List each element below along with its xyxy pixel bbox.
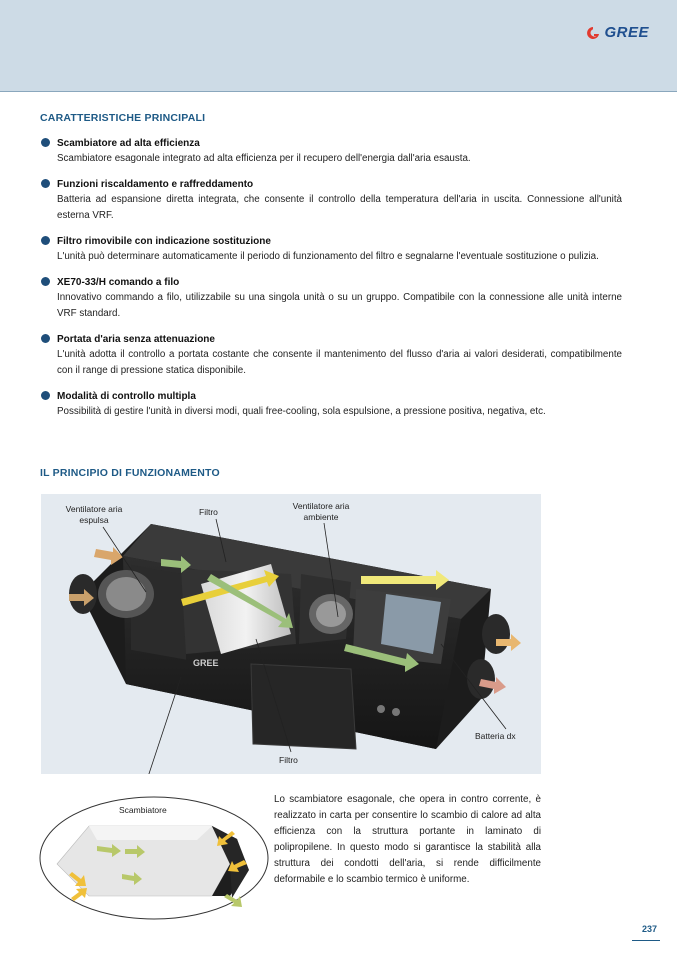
label-exhaust-fan: Ventilatore aria espulsa — [65, 504, 123, 525]
feature-title: Scambiatore ad alta efficienza — [57, 138, 200, 149]
label-filter-top: Filtro — [199, 507, 218, 517]
bullet-icon — [41, 179, 50, 188]
feature-item — [40, 275, 622, 322]
label-coil: Batteria dx — [475, 731, 516, 741]
feature-desc: L'unità adotta il controllo a portata costante che consente il mantenimento del flusso d'aria ai valori desiderati, compatibilmente con il range di pressione statica disponibile. — [57, 349, 622, 376]
feature-item — [40, 136, 622, 167]
feature-list — [40, 136, 622, 430]
bullet-icon — [41, 277, 50, 286]
feature-title: Portata d'aria senza attenuazione — [57, 334, 215, 345]
feature-item — [40, 177, 622, 224]
brand-name: GREE — [604, 24, 649, 41]
feature-desc: Batteria ad espansione diretta integrata, che consente il controllo della temperatura dell'aria in uscita. Connessione all'unità esterna VRF. — [57, 194, 622, 221]
bullet-icon — [41, 138, 50, 147]
features-heading: CARATTERISTICHE PRINCIPALI — [40, 112, 206, 124]
page-number: 237 — [632, 924, 660, 941]
feature-title: Funzioni riscaldamento e raffreddamento — [57, 179, 254, 190]
exchanger-description: Lo scambiatore esagonale, che opera in contro corrente, è realizzato in carta per consentire lo scambio di calore ad alta efficienza con la struttura portante in laminato di polipropilene. In questo modo si garantisce la stabilità alla struttura dei condotti dell'aria, si rende difficilmente deformabile e lo scambio termico è uniforme. — [274, 794, 541, 885]
feature-desc: Possibilità di gestire l'unità in diversi modi, quali free-cooling, sola espulsione, a pressione positiva, negativa, etc. — [57, 406, 546, 417]
brand-logo — [585, 24, 649, 41]
feature-desc: Scambiatore esagonale integrato ad alta efficienza per il recupero dell'energia dall'aria esausta. — [57, 153, 471, 164]
unit-diagram — [41, 494, 541, 774]
bullet-icon — [41, 391, 50, 400]
feature-title: Modalità di controllo multipla — [57, 391, 196, 402]
feature-item — [40, 389, 622, 420]
gree-logo-icon — [585, 26, 601, 40]
feature-title: XE70-33/H comando a filo — [57, 277, 180, 288]
label-exchanger: Scambiatore — [119, 805, 167, 815]
bullet-icon — [41, 334, 50, 343]
principle-heading: IL PRINCIPIO DI FUNZIONAMENTO — [40, 467, 220, 479]
feature-desc: L'unità può determinare automaticamente il periodo di funzionamento del filtro e segnalarne l'eventuale sostituzione o pulizia. — [57, 251, 599, 262]
header-band — [0, 0, 677, 92]
unit-illustration — [41, 494, 541, 774]
label-room-fan: Ventilatore aria ambiente — [292, 501, 350, 522]
label-filter-bottom: Filtro — [279, 755, 298, 765]
feature-item — [40, 234, 622, 265]
exchanger-detail — [37, 794, 272, 922]
unit-brand: GREE — [193, 658, 219, 668]
feature-item — [40, 332, 622, 379]
bullet-icon — [41, 236, 50, 245]
feature-title: Filtro rimovibile con indicazione sostituzione — [57, 236, 271, 247]
feature-desc: Innovativo commando a filo, utilizzabile su una singola unità o su un gruppo. Compatibile con la connessione alle unità interne VRF standard. — [57, 292, 622, 319]
